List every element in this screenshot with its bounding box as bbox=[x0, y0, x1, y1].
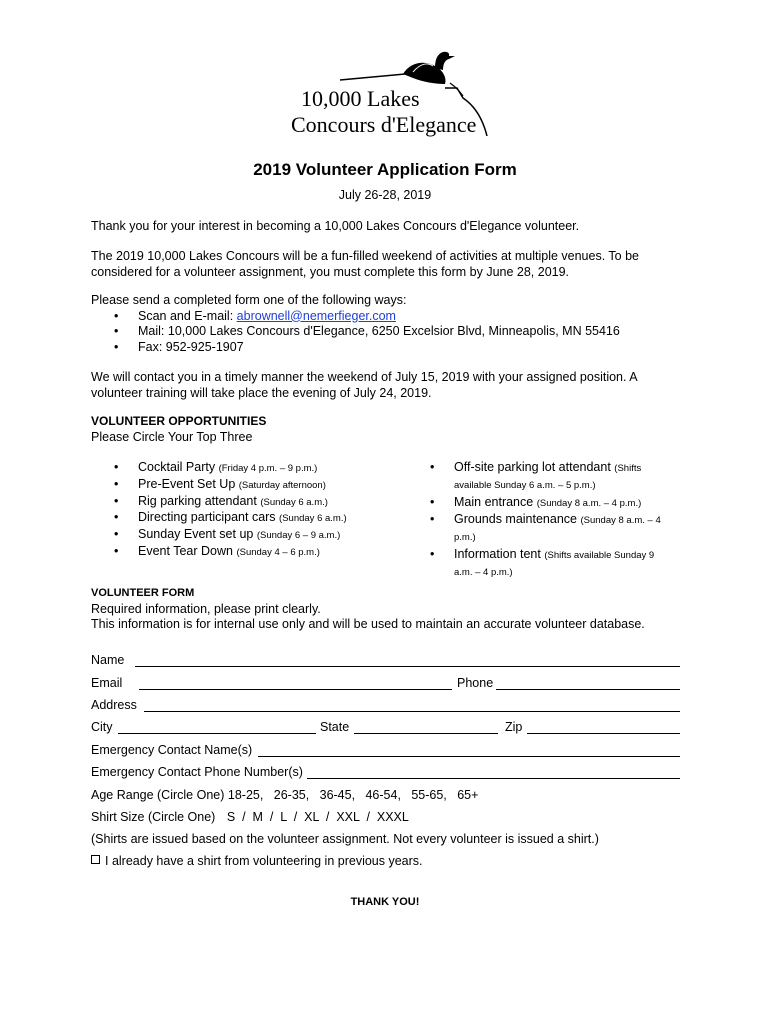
shirt-size-options[interactable]: S / M / L / XL / XXL / XXXL bbox=[226, 810, 409, 824]
opportunity-item[interactable] bbox=[430, 547, 675, 581]
opportunity-name: Off-site parking lot attendant bbox=[454, 460, 611, 474]
send-fax-item: • Fax: 952-925-1907 bbox=[114, 340, 671, 356]
opportunity-item[interactable] bbox=[114, 494, 414, 511]
opportunity-item[interactable] bbox=[430, 460, 675, 494]
opportunity-time: (Sunday 6 a.m.) bbox=[260, 496, 328, 508]
emergency-phone-label: Emergency Contact Phone Number(s) bbox=[91, 765, 303, 779]
opportunity-time: (Sunday 8 a.m. – 4 p.m.) bbox=[536, 497, 642, 509]
opportunity-item[interactable] bbox=[114, 477, 414, 494]
age-range-options[interactable]: 18-25, 26-35, 36-45, 46-54, 55-65, 65+ bbox=[227, 788, 479, 802]
opportunity-time: (Friday 4 p.m. – 9 p.m.) bbox=[218, 463, 318, 474]
zip-label: Zip bbox=[505, 720, 523, 734]
shirt-note: (Shirts are issued based on the volunteer assignment. Not every volunteer is issued a shirt.) bbox=[91, 832, 599, 846]
volunteer-form-header bbox=[91, 586, 671, 633]
send-email-item bbox=[114, 309, 671, 325]
phone-label: Phone bbox=[457, 676, 494, 690]
email-field[interactable] bbox=[139, 689, 452, 690]
opportunity-item[interactable] bbox=[114, 544, 414, 561]
opportunity-time: (Shifts available Sunday 6 a.m. – 5 p.m.) bbox=[454, 463, 642, 491]
shirt-checkbox-row bbox=[91, 854, 423, 868]
logo-line-2: Concours d'Elegance bbox=[291, 112, 477, 137]
email-link[interactable]: abrownell@nemerfieger.com bbox=[236, 308, 396, 323]
send-methods-list bbox=[114, 309, 671, 356]
form-title: 2019 Volunteer Application Form bbox=[253, 160, 517, 179]
form-required-note: Required information, please print clearly. bbox=[91, 601, 321, 616]
opportunity-item[interactable] bbox=[114, 527, 414, 544]
age-range-row bbox=[91, 788, 478, 802]
city-field[interactable] bbox=[118, 733, 316, 734]
opportunity-time: (Sunday 4 – 6 p.m.) bbox=[236, 546, 320, 558]
city-label: City bbox=[91, 720, 113, 734]
send-heading: Please send a completed form one of the following ways: bbox=[91, 293, 407, 307]
shirt-checkbox-label: I already have a shirt from volunteering in previous years. bbox=[105, 854, 423, 868]
name-field[interactable] bbox=[135, 666, 680, 667]
opportunity-name: Event Tear Down bbox=[138, 543, 233, 558]
state-label: State bbox=[320, 720, 350, 734]
send-email-label: Scan and E-mail: bbox=[138, 308, 237, 323]
emergency-phone-field[interactable] bbox=[307, 778, 680, 779]
opportunities-right-list bbox=[430, 460, 675, 581]
opportunity-name: Sunday Event set up bbox=[138, 527, 254, 542]
send-instructions bbox=[91, 293, 671, 356]
opportunity-item[interactable] bbox=[430, 495, 675, 512]
opportunity-name: Main entrance bbox=[454, 494, 534, 509]
opportunity-name: Information tent bbox=[454, 546, 541, 561]
address-field[interactable] bbox=[144, 711, 680, 712]
opportunities-header bbox=[91, 414, 671, 445]
opportunity-name: Cocktail Party bbox=[138, 460, 216, 474]
opportunity-item[interactable] bbox=[114, 460, 414, 477]
intro-paragraph: Thank you for your interest in becoming a 10,000 Lakes Concours d'Elegance volunteer. bbox=[91, 219, 580, 233]
opportunities-left-list bbox=[114, 460, 414, 561]
opportunity-time: (Shifts available Sunday 9 a.m. – 4 p.m.) bbox=[454, 549, 655, 578]
opportunities-right-column bbox=[430, 460, 675, 582]
shirt-checkbox[interactable] bbox=[91, 855, 100, 864]
opportunities-heading: VOLUNTEER OPPORTUNITIES bbox=[91, 414, 267, 428]
form-internal-note: This information is for internal use only and will be used to maintain an accurate volunteer database. bbox=[91, 617, 645, 631]
opportunity-name: Grounds maintenance bbox=[454, 512, 577, 527]
thank-you-text: THANK YOU! bbox=[350, 896, 420, 908]
opportunity-time: (Sunday 8 a.m. – 4 p.m.) bbox=[454, 515, 661, 544]
email-label: Email bbox=[91, 676, 123, 690]
address-label: Address bbox=[91, 698, 137, 712]
shirt-size-label: Shirt Size (Circle One) bbox=[91, 810, 216, 824]
zip-field[interactable] bbox=[527, 733, 680, 734]
name-label: Name bbox=[91, 653, 125, 667]
logo-line-1: 10,000 Lakes bbox=[301, 86, 420, 111]
opportunities-subheading: Please Circle Your Top Three bbox=[91, 429, 253, 444]
opportunities-left-column bbox=[114, 460, 414, 561]
opportunity-time: (Sunday 6 – 9 a.m.) bbox=[256, 530, 341, 542]
age-range-label: Age Range (Circle One) bbox=[91, 788, 225, 802]
opportunity-time: (Sunday 6 a.m.) bbox=[279, 513, 347, 525]
details-paragraph: The 2019 10,000 Lakes Concours will be a fun-filled weekend of activities at multiple venues. To be considered for a volunteer assignment, you must complete this form by June 28, 2019. bbox=[91, 249, 640, 279]
event-date: July 26-28, 2019 bbox=[338, 188, 432, 202]
phone-field[interactable] bbox=[496, 689, 680, 690]
opportunity-time: (Saturday afternoon) bbox=[238, 479, 326, 491]
emergency-name-label: Emergency Contact Name(s) bbox=[91, 743, 253, 757]
opportunity-name: Directing participant cars bbox=[138, 510, 276, 525]
state-field[interactable] bbox=[354, 733, 498, 734]
emergency-name-field[interactable] bbox=[258, 756, 680, 757]
volunteer-form-heading: VOLUNTEER FORM bbox=[91, 587, 195, 599]
opportunity-item[interactable] bbox=[114, 510, 414, 527]
event-logo bbox=[285, 48, 500, 143]
send-mail-item: • Mail: 10,000 Lakes Concours d'Elegance, 6250 Excelsior Blvd, Minneapolis, MN 55416 bbox=[114, 324, 671, 340]
opportunity-name: Rig parking attendant bbox=[138, 493, 257, 508]
contact-paragraph: We will contact you in a timely manner the weekend of July 15, 2019 with your assigned position. A volunteer training will take place the evening of July 24, 2019. bbox=[91, 370, 637, 400]
opportunity-name: Pre-Event Set Up bbox=[138, 476, 236, 491]
shirt-size-row bbox=[91, 810, 409, 824]
opportunity-item[interactable] bbox=[430, 512, 675, 546]
